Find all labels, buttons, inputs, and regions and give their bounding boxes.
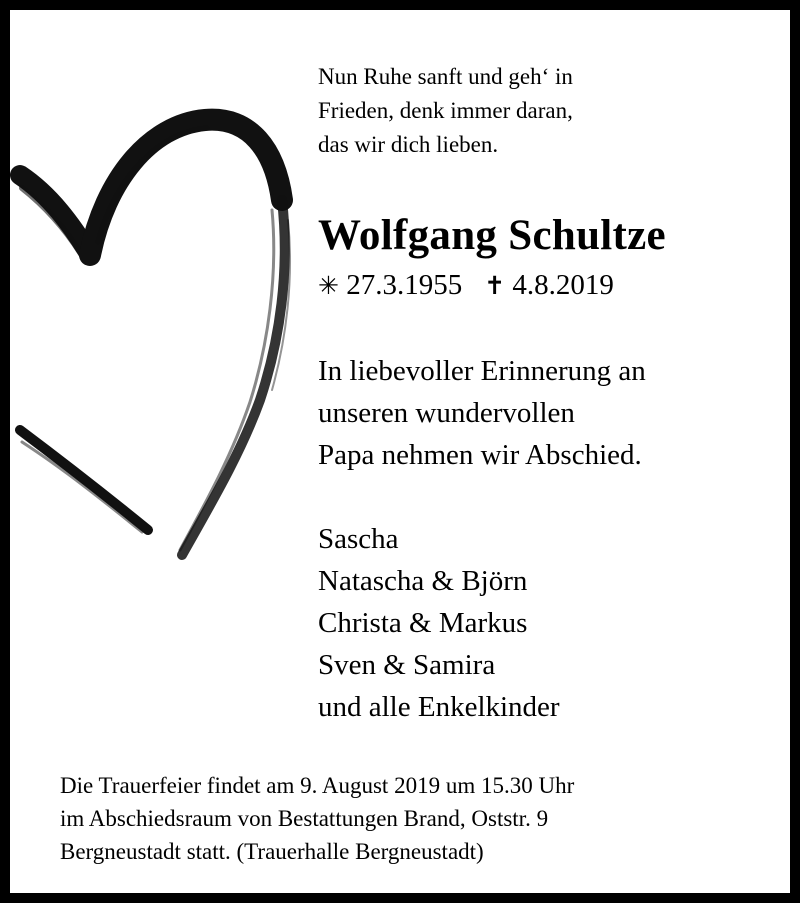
deceased-name: Wolfgang Schultze xyxy=(318,212,666,259)
funeral-service-info xyxy=(60,769,574,868)
verse-line: Nun Ruhe sanft und geh‘ in xyxy=(318,64,573,89)
verse-text xyxy=(318,60,573,162)
family-member: Sascha xyxy=(318,523,399,555)
family-member: Natascha & Björn xyxy=(318,565,528,597)
service-line: Die Trauerfeier findet am 9. August 2019 um 15.30 Uhr xyxy=(60,773,575,798)
star-icon: ✳ xyxy=(318,271,339,300)
family-list xyxy=(318,518,560,728)
birth-date: 27.3.1955 xyxy=(346,269,463,301)
service-line: im Abschiedsraum von Bestattungen Brand, Oststr. 9 xyxy=(60,806,549,831)
death-date: 4.8.2019 xyxy=(512,269,614,301)
verse-line: das wir dich lieben. xyxy=(318,132,499,157)
memory-line: unseren wundervollen xyxy=(318,397,575,429)
cross-icon: ✝ xyxy=(484,271,506,300)
memory-text xyxy=(318,350,646,476)
verse-line: Frieden, denk immer daran, xyxy=(318,98,573,123)
family-member: Sven & Samira xyxy=(318,649,496,681)
service-line: Bergneustadt statt. (Trauerhalle Bergneustadt) xyxy=(60,839,484,864)
life-dates xyxy=(318,265,614,306)
family-member: Christa & Markus xyxy=(318,607,528,639)
memory-line: In liebevoller Erinnerung an xyxy=(318,355,646,387)
family-member: und alle Enkelkinder xyxy=(318,691,560,723)
memory-line: Papa nehmen wir Abschied. xyxy=(318,439,642,471)
